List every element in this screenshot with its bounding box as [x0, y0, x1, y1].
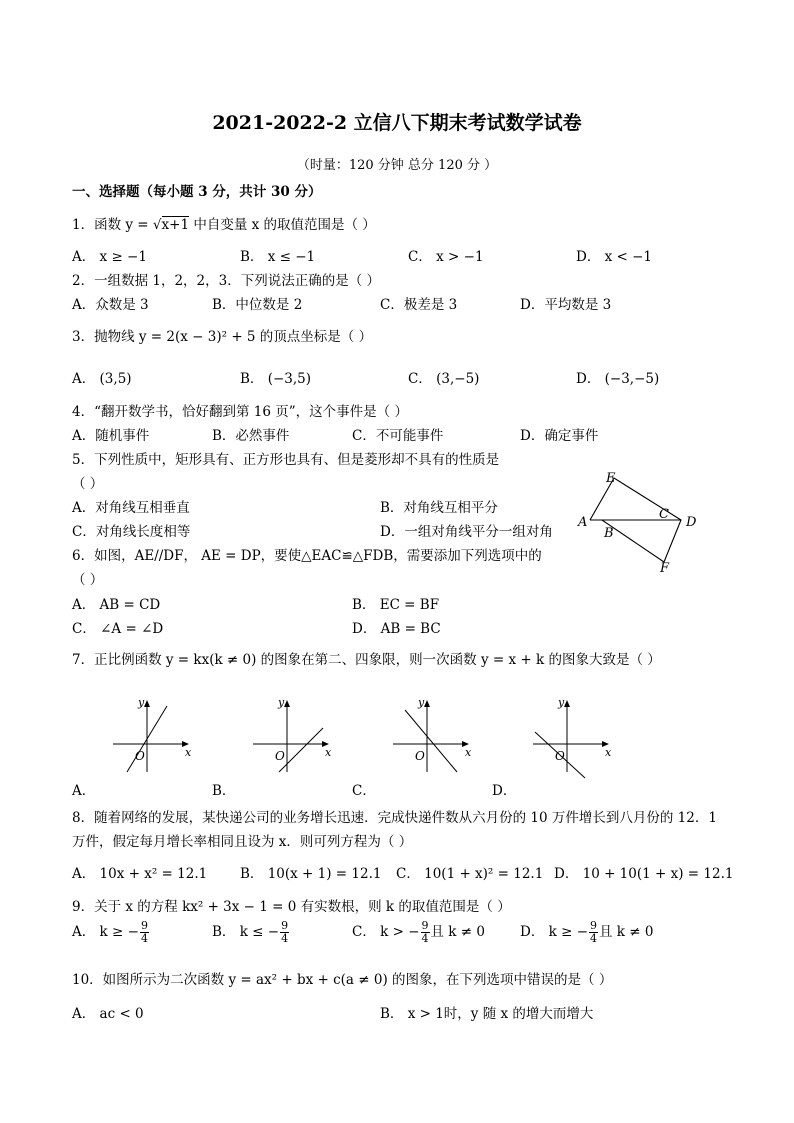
q9-option-c	[352, 920, 485, 945]
q3-option-c: C． (3,−5)	[408, 371, 480, 387]
fraction	[589, 920, 598, 945]
question-7: 7．正比例函数 y = kx(k ≠ 0) 的图象在第二、四象限，则一次函数 y = x + k 的图象大致是（ ）	[72, 652, 661, 668]
origin-label: O	[555, 749, 565, 763]
q9-b-text: B． k ≤ −	[212, 924, 280, 940]
q10-option-a: A． ac < 0	[72, 1006, 144, 1022]
q6-option-b: B． EC = BF	[352, 597, 440, 613]
denominator: 4	[590, 932, 598, 945]
line-graph	[405, 710, 457, 772]
denominator: 4	[281, 932, 289, 945]
y-label: y	[138, 696, 145, 709]
q7-graph-a	[105, 698, 195, 778]
origin-label: O	[275, 749, 285, 763]
exam-info: （时量：120 分钟 总分 120 分 ）	[296, 158, 498, 173]
numerator: 9	[140, 919, 148, 932]
y-arrow	[564, 700, 570, 707]
q4-option-c: C．不可能事件	[352, 428, 444, 444]
q1-stem-a: 1．函数 y =	[72, 217, 153, 233]
q8-option-a: A． 10x + x² = 12.1	[72, 866, 208, 882]
question-8-line2: 万件，假定每月增长率相同且设为 x．则可列方程为（ ）	[72, 834, 413, 850]
y-arrow	[284, 700, 290, 707]
numerator: 9	[281, 919, 289, 932]
label-e: E	[606, 471, 616, 486]
page-title: 2021-2022-2 立信八下期末考试数学试卷	[212, 112, 582, 134]
q9-c-tail: 且 k ≠ 0	[430, 924, 485, 940]
numerator: 9	[590, 919, 598, 932]
q1-option-c: C． x > −1	[408, 249, 484, 265]
fraction	[140, 920, 149, 945]
q2-option-c: C．极差是 3	[380, 297, 458, 313]
q2-option-a: A．众数是 3	[72, 297, 149, 313]
q6-option-a: A． AB = CD	[72, 597, 161, 613]
q1-option-d: D． x < −1	[576, 249, 653, 265]
q3-option-b: B． (−3,5)	[240, 371, 312, 387]
origin-label: O	[135, 749, 145, 763]
q9-d-text: D． k ≥ −	[520, 924, 589, 940]
question-1	[72, 213, 376, 233]
question-9: 9．关于 x 的方程 kx² + 3x − 1 = 0 有实数根，则 k 的取值范围是（ ）	[72, 899, 511, 915]
question-6: 6．如图，AE//DF， AE = DP，要使△EAC≌△FDB，需要添加下列选项中的	[72, 548, 542, 564]
denominator: 4	[140, 932, 148, 945]
q7-graph-d	[525, 698, 615, 778]
question-10: 10．如图所示为二次函数 y = ax² + bx + c(a ≠ 0) 的图象，在下列选项中错误的是（ ）	[72, 972, 613, 988]
q9-c-text: C． k > −	[352, 924, 420, 940]
q7-option-c: C．	[352, 783, 376, 799]
q2-option-b: B．中位数是 2	[212, 297, 303, 313]
y-arrow	[424, 700, 430, 707]
q4-option-d: D．确定事件	[520, 428, 599, 444]
x-label: x	[325, 746, 332, 759]
q9-option-b	[212, 920, 290, 945]
q1-radicand: x+1	[161, 217, 190, 233]
question-8-line1: 8．随着网络的发展，某快递公司的业务增长迅速．完成快递件数从六月份的 10 万件增长到八月份的 12．1	[72, 810, 717, 826]
q7-graph-c	[385, 698, 475, 778]
q1-stem-b: 中自变量 x 的取值范围是（ ）	[189, 217, 376, 233]
q6-option-c: C． ∠A = ∠D	[72, 621, 164, 637]
fraction	[421, 920, 430, 945]
q1-option-a: A． x ≥ −1	[72, 249, 147, 265]
q6-answer-blank: （ ）	[72, 572, 104, 588]
origin-label: O	[415, 749, 425, 763]
q8-option-d: D． 10 + 10(1 + x) = 12.1	[554, 866, 734, 882]
q9-option-a	[72, 920, 150, 945]
q3-option-d: D． (−3,−5)	[576, 371, 660, 387]
q8-option-c: C． 10(1 + x)² = 12.1	[396, 866, 544, 882]
sqrt-sign: √	[152, 217, 162, 233]
q1-option-b: B． x ≤ −1	[240, 249, 316, 265]
q7-option-b: B．	[212, 783, 236, 799]
question-2: 2．一组数据 1，2，2，3．下列说法正确的是（ ）	[72, 273, 381, 289]
q5-option-b: B．对角线互相平分	[380, 500, 498, 516]
q6-figure	[574, 470, 704, 580]
question-4: 4．“翻开数学书，恰好翻到第 16 页”，这个事件是（ ）	[72, 404, 408, 420]
q2-option-d: D．平均数是 3	[520, 297, 612, 313]
question-3: 3．抛物线 y = 2(x − 3)² + 5 的顶点坐标是（ ）	[72, 329, 373, 345]
denominator: 4	[421, 932, 429, 945]
line-graph	[279, 728, 323, 772]
fraction	[280, 920, 289, 945]
y-label: y	[278, 696, 285, 709]
q8-option-b: B． 10(x + 1) = 12.1	[240, 866, 382, 882]
numerator: 9	[421, 919, 429, 932]
q9-option-d	[520, 920, 653, 945]
question-5: 5．下列性质中，矩形具有、正方形也具有、但是菱形却不具有的性质是	[72, 452, 500, 468]
q4-option-a: A．随机事件	[72, 428, 150, 444]
label-d: D	[686, 515, 697, 530]
q4-option-b: B．必然事件	[212, 428, 290, 444]
x-label: x	[465, 746, 472, 759]
q7-graph-b	[245, 698, 335, 778]
label-b: B	[604, 526, 614, 541]
q10-option-b: B． x > 1时，y 随 x 的增大而增大	[380, 1006, 594, 1022]
y-arrow	[144, 700, 150, 707]
label-a: A	[578, 515, 588, 530]
q3-option-a: A． (3,5)	[72, 371, 132, 387]
q5-answer-blank: （ ）	[72, 476, 104, 492]
y-label: y	[418, 696, 425, 709]
q7-option-d: D．	[492, 783, 517, 799]
section-heading: 一、选择题（每小题 3 分，共计 30 分）	[72, 184, 322, 200]
q5-option-a: A．对角线互相垂直	[72, 500, 190, 516]
q5-option-c: C．对角线长度相等	[72, 524, 191, 540]
x-label: x	[605, 746, 612, 759]
q9-d-tail: 且 k ≠ 0	[599, 924, 654, 940]
y-label: y	[558, 696, 565, 709]
q7-option-a: A．	[72, 783, 96, 799]
x-label: x	[185, 746, 192, 759]
q5-option-d: D．一组对角线平分一组对角	[380, 524, 553, 540]
label-f: F	[660, 561, 670, 576]
label-c: C	[659, 507, 669, 522]
q9-a-text: A． k ≥ −	[72, 924, 139, 940]
q6-option-d: D． AB = BC	[352, 621, 441, 637]
